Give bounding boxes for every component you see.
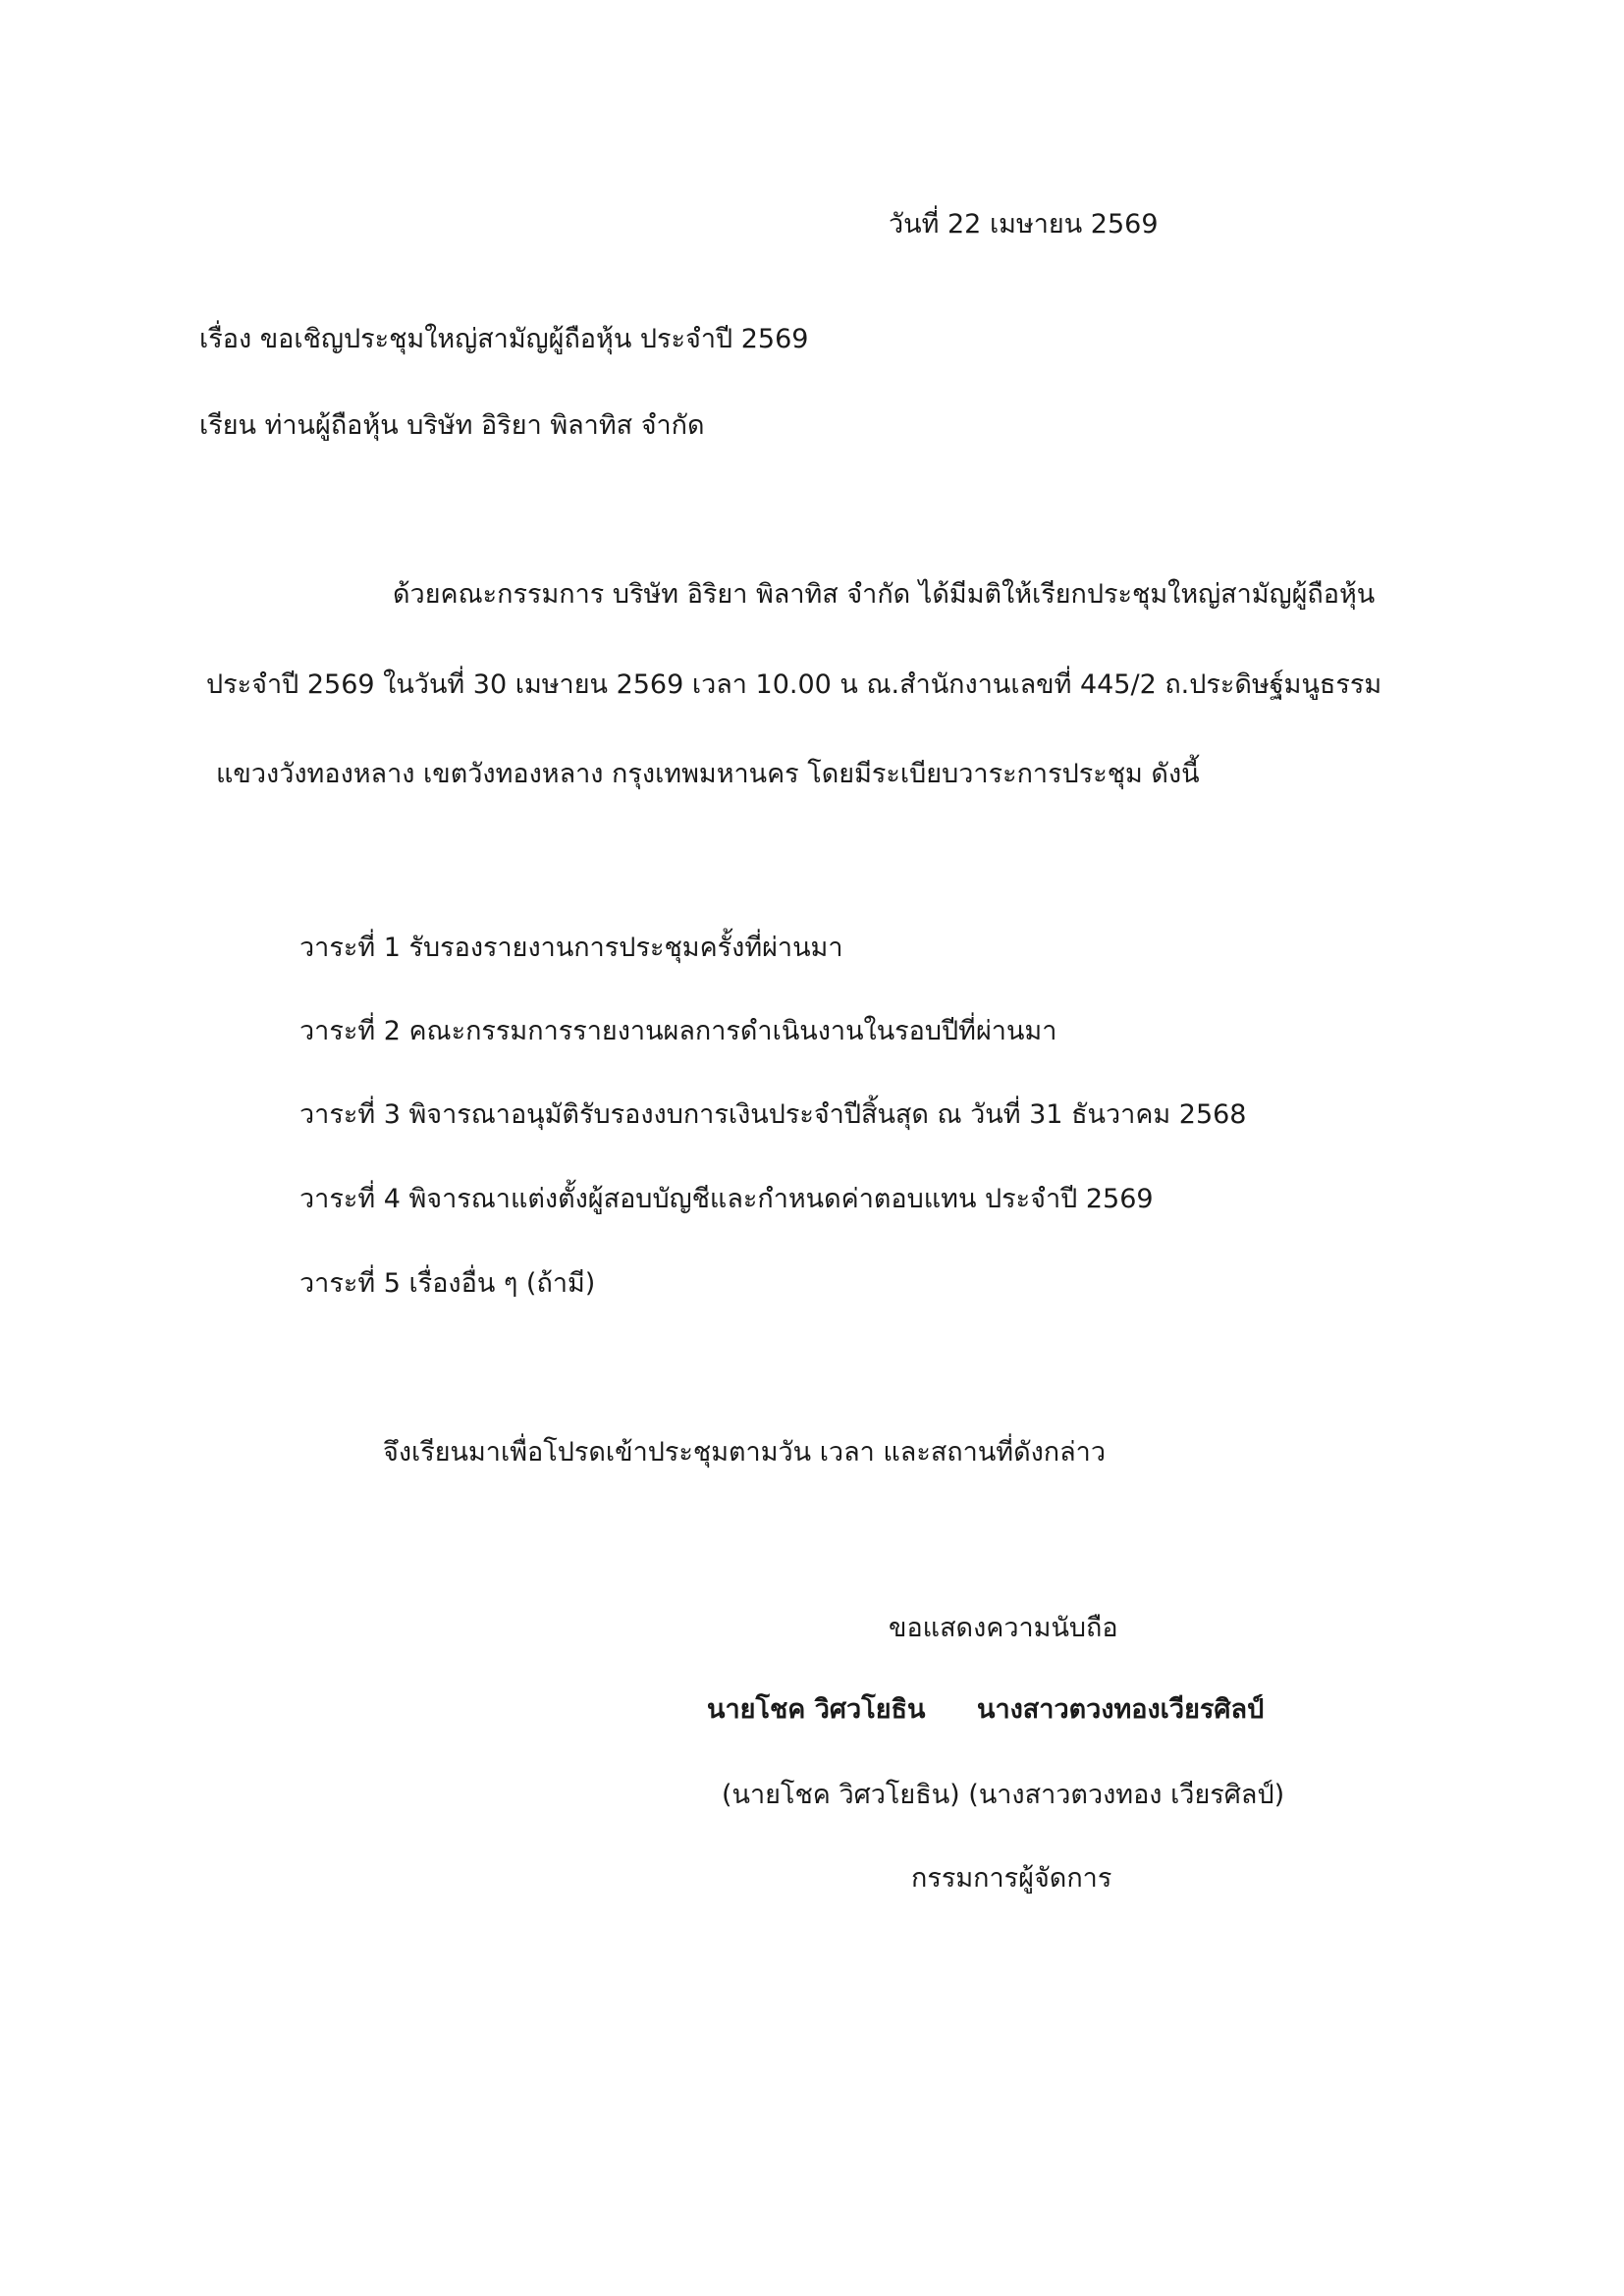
body-line: ประจำปี 2569 ในวันที่ 30 เมษายน 2569 เวลา 10.00 น ณ.สำนักงานเลขที่ 445/2 ถ.ประดิษฐ์มนูธรรม xyxy=(206,669,1382,700)
letter-date: วันที่ 22 เมษายน 2569 xyxy=(889,209,1159,240)
body-line: ด้วยคณะกรรมการ บริษัท อิริยา พิลาทิส จำกัด ได้มีมติให้เรียกประชุมใหญ่สามัญผู้ถือหุ้น xyxy=(393,579,1376,610)
agenda-item: วาระที่ 2 คณะกรรมการรายงานผลการดำเนินงานในรอบปีที่ผ่านมา xyxy=(299,1016,1057,1046)
letter-recipient: เรียน ท่านผู้ถือหุ้น บริษัท อิริยา พิลาทิส จำกัด xyxy=(199,410,705,441)
closing-sentence: จึงเรียนมาเพื่อโปรดเข้าประชุมตามวัน เวลา และสถานที่ดังกล่าว xyxy=(383,1437,1107,1468)
printed-names: (นายโชค วิศวโยธิน) (นางสาวตวงทอง เวียรศิลป์) xyxy=(722,1780,1285,1810)
agenda-item: วาระที่ 3 พิจารณาอนุมัติรับรองงบการเงินประจำปีสิ้นสุด ณ วันที่ 31 ธันวาคม 2568 xyxy=(299,1099,1247,1130)
regards-text: ขอแสดงความนับถือ xyxy=(889,1613,1118,1643)
position-title: กรรมการผู้จัดการ xyxy=(911,1863,1112,1894)
signature-name-2: นางสาวตวงทองเวียรศิลป์ xyxy=(977,1694,1265,1725)
signature-name-1: นายโชค วิศวโยธิน xyxy=(707,1694,926,1725)
agenda-item: วาระที่ 4 พิจารณาแต่งตั้งผู้สอบบัญชีและกำหนดค่าตอบแทน ประจำปี 2569 xyxy=(299,1184,1154,1214)
body-line: แขวงวังทองหลาง เขตวังทองหลาง กรุงเทพมหานคร โดยมีระเบียบวาระการประชุม ดังนี้ xyxy=(216,759,1200,789)
agenda-item: วาระที่ 1 รับรองรายงานการประชุมครั้งที่ผ่านมา xyxy=(299,933,843,963)
agenda-item: วาระที่ 5 เรื่องอื่น ๆ (ถ้ามี) xyxy=(299,1268,596,1299)
letter-subject: เรื่อง ขอเชิญประชุมใหญ่สามัญผู้ถือหุ้น ประจำปี 2569 xyxy=(199,324,809,354)
